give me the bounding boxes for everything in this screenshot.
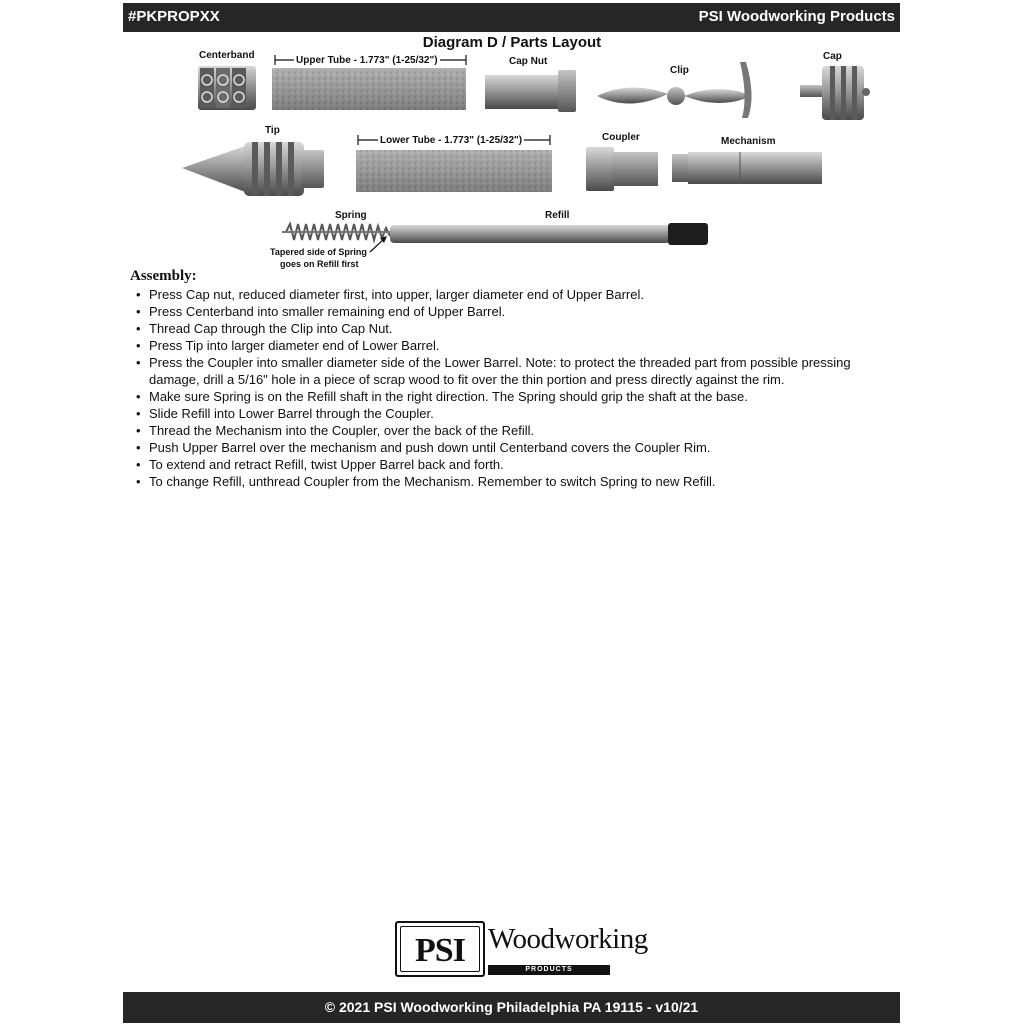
psi-logo xyxy=(395,921,648,979)
lower-tube-label: Lower Tube - 1.773" (1-25/32") xyxy=(380,135,523,146)
psi-logo-sub: PRODUCTS xyxy=(488,965,610,975)
spring-label: Spring xyxy=(335,210,367,221)
mechanism-label: Mechanism xyxy=(721,136,776,147)
footer-text: © 2021 PSI Woodworking Philadelphia PA 19115 - v10/21 xyxy=(324,999,699,1015)
cap-part xyxy=(800,66,870,120)
product-code: #PKPROPXX xyxy=(128,8,220,25)
assembly-step: • Press Centerband into smaller remaining end of Upper Barrel. xyxy=(133,303,893,320)
assembly-step: • Make sure Spring is on the Refill shaft in the right direction. The Spring should grip the shaft at the base. xyxy=(133,388,893,405)
assembly-step: • Press the Coupler into smaller diameter side of the Lower Barrel. Note: to protect the threaded part from possible pressing damage, drill a 5/16" hole in a piece of scrap wood to fit over the thin portion and press directly against the rim. xyxy=(133,354,893,388)
assembly-step: • Thread the Mechanism into the Coupler, over the back of the Refill. xyxy=(133,422,893,439)
assembly-heading: Assembly: xyxy=(130,268,197,284)
psi-logo-word: Woodworking xyxy=(488,923,648,955)
assembly-steps xyxy=(133,286,893,490)
brand-name: PSI Woodworking Products xyxy=(698,8,895,25)
spring-note-arrow xyxy=(370,236,387,252)
cap-label: Cap xyxy=(823,51,842,62)
centerband-label: Centerband xyxy=(199,50,255,61)
cap-nut-part xyxy=(485,70,576,112)
footer-banner xyxy=(123,992,900,1023)
psi-logo-mark: PSI xyxy=(400,926,480,972)
assembly-step: • Slide Refill into Lower Barrel through the Coupler. xyxy=(133,405,893,422)
tip-label: Tip xyxy=(265,125,280,136)
coupler-part xyxy=(586,147,658,191)
spring-note-line2: goes on Refill first xyxy=(280,259,359,269)
spring-note-line1: Tapered side of Spring xyxy=(270,247,367,257)
assembly-step: • Press Tip into larger diameter end of Lower Barrel. xyxy=(133,337,893,354)
assembly-step: • Press Cap nut, reduced diameter first, into upper, larger diameter end of Upper Barrel. xyxy=(133,286,893,303)
centerband-part xyxy=(198,66,256,110)
psi-logo-box xyxy=(395,921,485,977)
refill-label: Refill xyxy=(545,210,570,221)
coupler-label: Coupler xyxy=(602,132,640,143)
assembly-step: • To extend and retract Refill, twist Upper Barrel back and forth. xyxy=(133,456,893,473)
mechanism-part xyxy=(672,152,822,184)
assembly-step: • To change Refill, unthread Coupler from the Mechanism. Remember to switch Spring to new Refill. xyxy=(133,473,893,490)
refill-part xyxy=(390,223,708,245)
spring-part xyxy=(282,224,396,240)
diagram-title: Diagram D / Parts Layout xyxy=(422,34,602,51)
clip-label: Clip xyxy=(670,65,689,76)
cap-nut-label: Cap Nut xyxy=(509,56,548,67)
assembly-step: • Thread Cap through the Clip into Cap Nut. xyxy=(133,320,893,337)
tip-part xyxy=(182,142,324,196)
upper-tube-label: Upper Tube - 1.773" (1-25/32") xyxy=(296,55,438,66)
assembly-step: • Push Upper Barrel over the mechanism and push down until Centerband covers the Coupler Rim. xyxy=(133,439,893,456)
